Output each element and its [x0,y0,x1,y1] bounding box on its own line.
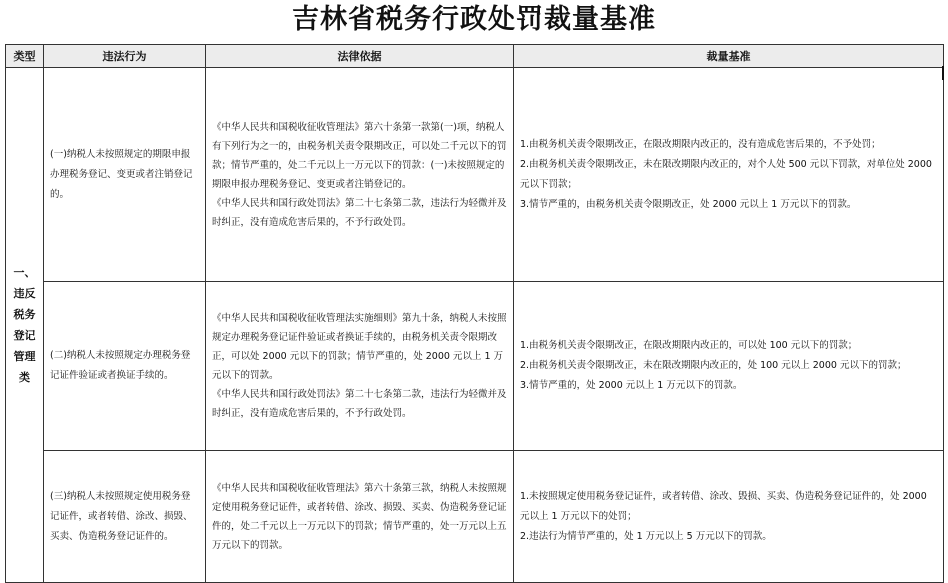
behavior-text: (二)纳税人未按照规定办理税务登记证件验证或者换证手续的。 [50,350,191,381]
behavior-cell [44,68,206,282]
standard-cell [514,68,944,282]
page-title: 吉林省税务行政处罚裁量基准 [292,4,656,35]
behavior-cell [44,282,206,451]
behavior-cell [44,451,206,583]
table-header-row [6,45,944,68]
category-line: 管理 [13,350,36,363]
basis-text: 《中华人民共和国税收征收管理法实施细则》第九十条，纳税人未按照规定办理税务登记证件验证或者换证手续的，由税务机关责令限期改正，可以处 2000 元以下的罚款；情节严重的，处 2000 元以上 1 万元以下的罚款。 《中华人民共和国行政处罚法》第二十七条第二款，违法行为轻微并及时纠正，没有造成危害后果的，不予行政处罚。 [212,313,507,419]
basis-cell [206,282,514,451]
header-standard: 裁量基准 [514,45,944,68]
table-row [6,451,944,583]
behavior-text: (三)纳税人未按照规定使用税务登记证件，或者转借、涂改、损毁、买卖、伪造税务登记证件的。 [50,490,193,542]
basis-cell [206,68,514,282]
category-cell [6,68,44,583]
standard-text: 1.由税务机关责令限期改正，在限改期限内改正的，可以处 100 元以下的罚款； 2.由税务机关责令限期改正，未在限改期限内改正的，处 100 元以上 2000 元以下的罚款； 3.情节严重的，处 2000 元以上 1 万元以下的罚款。 [520,340,907,391]
category-line: 登记 [13,329,36,342]
table-row [6,68,944,282]
basis-text: 《中华人民共和国税收征收管理法》第六十条第一款第(一)项，纳税人有下列行为之一的，由税务机关责令限期改正，可以处二千元以下的罚款；情节严重的，处二千元以上一万元以下的罚款：(一)未按照规定的期限申报办理税务登记、变更或者注销登记的。 《中华人民共和国行政处罚法》第二十七条第二款，违法行为轻微并及时纠正，没有造成危害后果的，不予行政处罚。 [212,121,507,228]
standard-text: 1.未按照规定使用税务登记证件，或者转借、涂改、毁损、买卖、伪造税务登记证件的，处 2000 元以上 1 万元以下的处罚； 2.违法行为情节严重的，处 1 万元以上 5 万元以下的罚款。 [520,490,927,542]
standard-cell [514,451,944,583]
standard-text: 1.由税务机关责令限期改正，在限改期限内改正的，没有造成危害后果的，不予处罚； 2.由税务机关责令限期改正，未在限改期限内改正的，对个人处 500 元以下罚款，对单位处 2000 元以下罚款； 3.情节严重的，由税务机关责令限期改正，处 2000 元以上 1 万元以下的罚款。 [520,138,932,210]
category-line: 类 [19,371,30,384]
basis-text: 《中华人民共和国税收征收管理法》第六十条第三款，纳税人未按照规定使用税务登记证件，或者转借、涂改、损毁、买卖、伪造税务登记证件的，处二千元以上一万元以下的罚款；情节严重的，处一万元以上五万元以下的罚款。 [212,482,507,551]
category-line: 税务 [13,308,36,321]
standard-cell [514,282,944,451]
penalty-standard-table [5,44,944,583]
table-row [6,282,944,451]
category-line: 违反 [13,287,36,300]
behavior-text: (一)纳税人未按照规定的期限申报办理税务登记、变更或者注销登记的。 [50,148,193,200]
category-line: 一、 [13,266,36,279]
edge-marker [942,66,944,80]
header-behavior: 违法行为 [44,45,206,68]
basis-cell [206,451,514,583]
header-basis: 法律依据 [206,45,514,68]
header-type: 类型 [6,45,44,68]
